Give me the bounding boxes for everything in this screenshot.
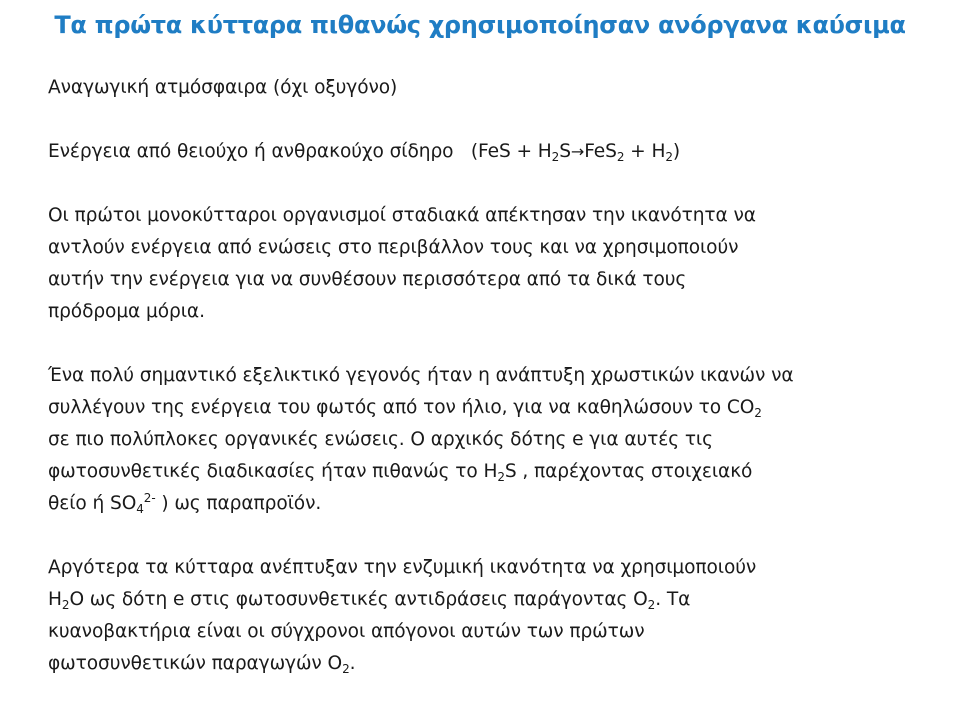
paragraph-water-donor: Αργότερα τα κύτταρα ανέπτυξαν την ενζυμική ικανότητα να χρησιμοποιούν $H_2O$ ως δότη e στις φωτοσυνθετικές αντιδράσεις παράγοντας $O_2$. Τα κυανοβακτήρια είναι οι σύγχρονοι απόγονοι αυτών των πρώτων φωτοσυνθετικών παραγωγών $O_2$. — [48, 557, 757, 676]
paragraph-energy-source: Ενέργεια από θειούχο ή ανθρακούχο σίδηρο $(FeS + H_2S\to FeS_2 + H_2)$ — [48, 141, 681, 164]
slide-title: Τα πρώτα κύτταρα πιθανώς χρησιμοποίησαν ανόργανα καύσιμα — [54, 11, 906, 39]
chemical-equation: $(FeS + H_2S\to FeS_2 + H_2)$ — [470, 141, 681, 164]
paragraph-first-cells: Οι πρώτοι μονοκύτταροι οργανισμοί σταδιακά απέκτησαν την ικανότητα να αντλούν ενέργεια από ενώσεις στο περιβάλλον τους και να χρησιμοποιούν αυτήν την ενέργεια για να συνθέσουν περισσότερα από τα δικά τους πρόδρομα μόρια. — [48, 205, 756, 322]
paragraph-atmosphere: Αναγωγική ατμόσφαιρα (όχι οξυγόνο) — [48, 77, 398, 98]
paragraph-pigments: Ένα πολύ σημαντικό εξελικτικό γεγονός ήταν η ανάπτυξη χρωστικών ικανών να συλλέγουν της ενέργεια του φωτός από τον ήλιο, για να καθηλώσουν το $CO_2$ σε πιο πολύπλοκες οργανικές ενώσεις. Ο αρχικός δότης e για αυτές τις φωτοσυνθετικές διαδικασίες ήταν πιθανώς το $H_2S$ , παρέχοντας στοιχειακό θείο ή $SO_4^{2-}$ ) ως παραπροϊόν. — [48, 365, 794, 516]
right-arrow-icon: → — [570, 142, 585, 161]
slide-body — [48, 72, 928, 680]
